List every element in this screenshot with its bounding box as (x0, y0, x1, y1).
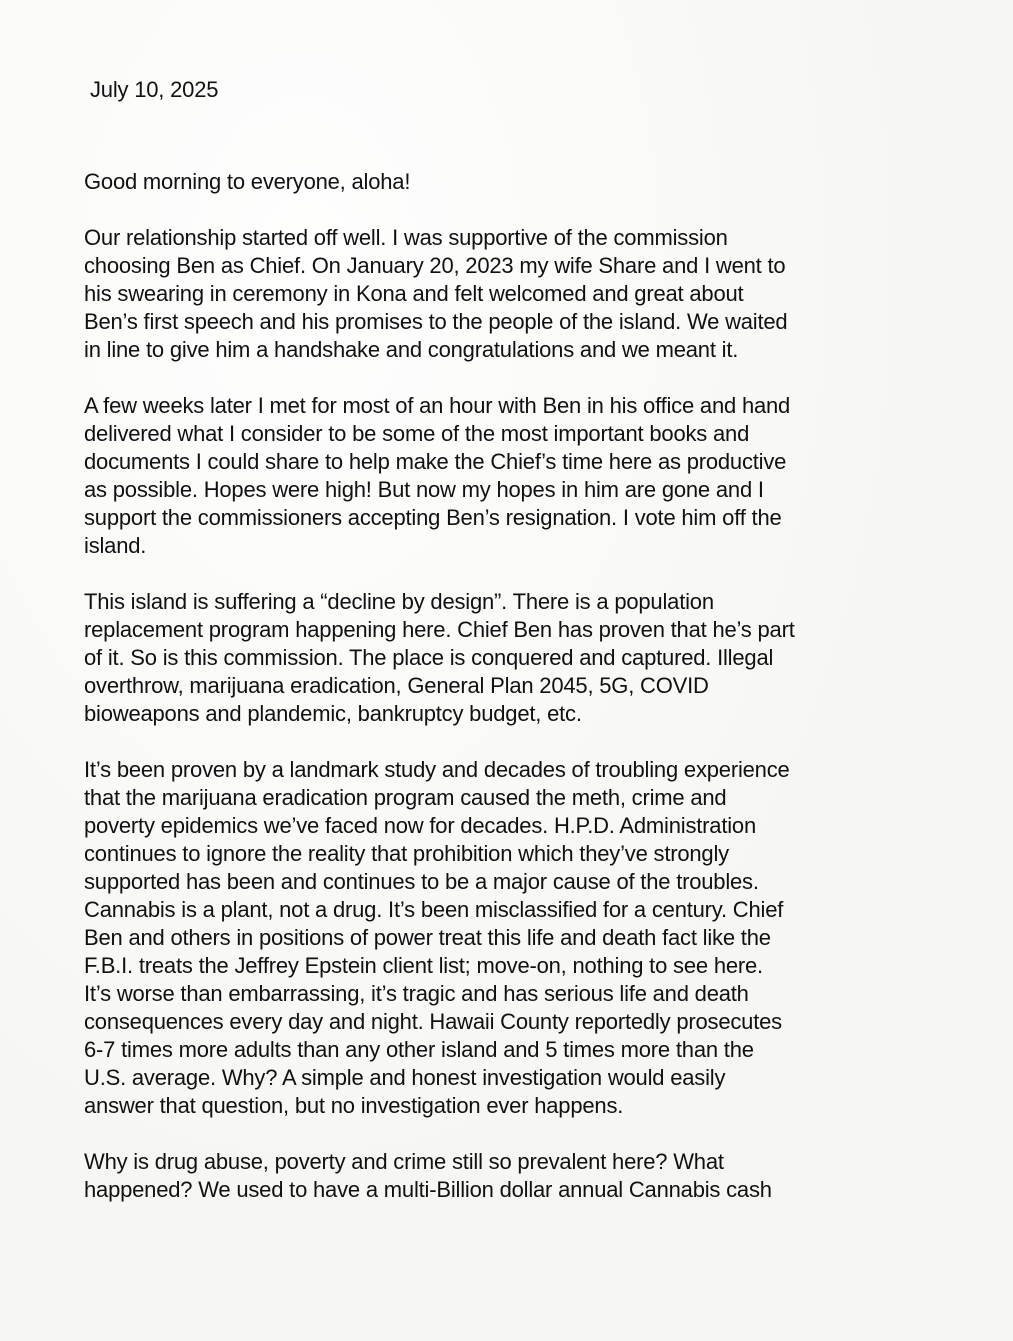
paragraph-line: answer that question, but no investigation ever happens. (84, 1093, 624, 1118)
paragraph-why (84, 1148, 984, 1204)
paragraph-line: as possible. Hopes were high! But now my hopes in him are gone and I (84, 477, 764, 502)
paragraph-line: Cannabis is a plant, not a drug. It’s been misclassified for a century. Chief (84, 897, 784, 922)
paragraph-line: his swearing in ceremony in Kona and felt welcomed and great about (84, 281, 744, 306)
paragraph-line: overthrow, marijuana eradication, General Plan 2045, 5G, COVID (84, 673, 709, 698)
paragraph-line: 6-7 times more adults than any other island and 5 times more than the (84, 1037, 754, 1062)
paragraph-relationship (84, 224, 984, 364)
paragraph-line: A few weeks later I met for most of an hour with Ben in his office and hand (84, 393, 791, 418)
paragraph-line: It’s worse than embarrassing, it’s tragic and has serious life and death (84, 981, 749, 1006)
paragraph-line: Ben’s first speech and his promises to the people of the island. We waited (84, 309, 788, 334)
paragraph-line: that the marijuana eradication program caused the meth, crime and (84, 785, 727, 810)
paragraph-decline (84, 588, 984, 728)
paragraph-line: Why is drug abuse, poverty and crime still so prevalent here? What (84, 1149, 724, 1174)
paragraph-line: poverty epidemics we’ve faced now for decades. H.P.D. Administration (84, 813, 756, 838)
paragraph-line: choosing Ben as Chief. On January 20, 2023 my wife Share and I went to (84, 253, 786, 278)
paragraph-line: continues to ignore the reality that prohibition which they’ve strongly (84, 841, 729, 866)
paragraph-line: of it. So is this commission. The place is conquered and captured. Illegal (84, 645, 774, 670)
paragraph-line: delivered what I consider to be some of the most important books and (84, 421, 750, 446)
paragraph-line: F.B.I. treats the Jeffrey Epstein client list; move-on, nothing to see here. (84, 953, 763, 978)
paragraph-meeting (84, 392, 984, 560)
paragraph-line: bioweapons and plandemic, bankruptcy budget, etc. (84, 701, 582, 726)
letter-date: July 10, 2025 (90, 77, 219, 102)
letter-body (84, 76, 984, 1232)
paragraph-line: support the commissioners accepting Ben’s resignation. I vote him off the (84, 505, 782, 530)
paragraph-line: replacement program happening here. Chief Ben has proven that he’s part (84, 617, 795, 642)
paragraph-line: in line to give him a handshake and congratulations and we meant it. (84, 337, 739, 362)
paragraph-line: U.S. average. Why? A simple and honest investigation would easily (84, 1065, 726, 1090)
paragraph-line: supported has been and continues to be a major cause of the troubles. (84, 869, 759, 894)
paragraph-eradication (84, 756, 984, 1120)
paragraph-line: happened? We used to have a multi-Billion dollar annual Cannabis cash (84, 1177, 772, 1202)
paragraph-line: island. (84, 533, 147, 558)
paragraph-line: Ben and others in positions of power treat this life and death fact like the (84, 925, 771, 950)
paragraph-line: Our relationship started off well. I was supportive of the commission (84, 225, 728, 250)
paragraph-line: consequences every day and night. Hawaii County reportedly prosecutes (84, 1009, 782, 1034)
paragraph-line: This island is suffering a “decline by design”. There is a population (84, 589, 714, 614)
paragraph-line: It’s been proven by a landmark study and decades of troubling experience (84, 757, 790, 782)
paragraph-line: documents I could share to help make the Chief’s time here as productive (84, 449, 787, 474)
greeting: Good morning to everyone, aloha! (84, 169, 411, 194)
